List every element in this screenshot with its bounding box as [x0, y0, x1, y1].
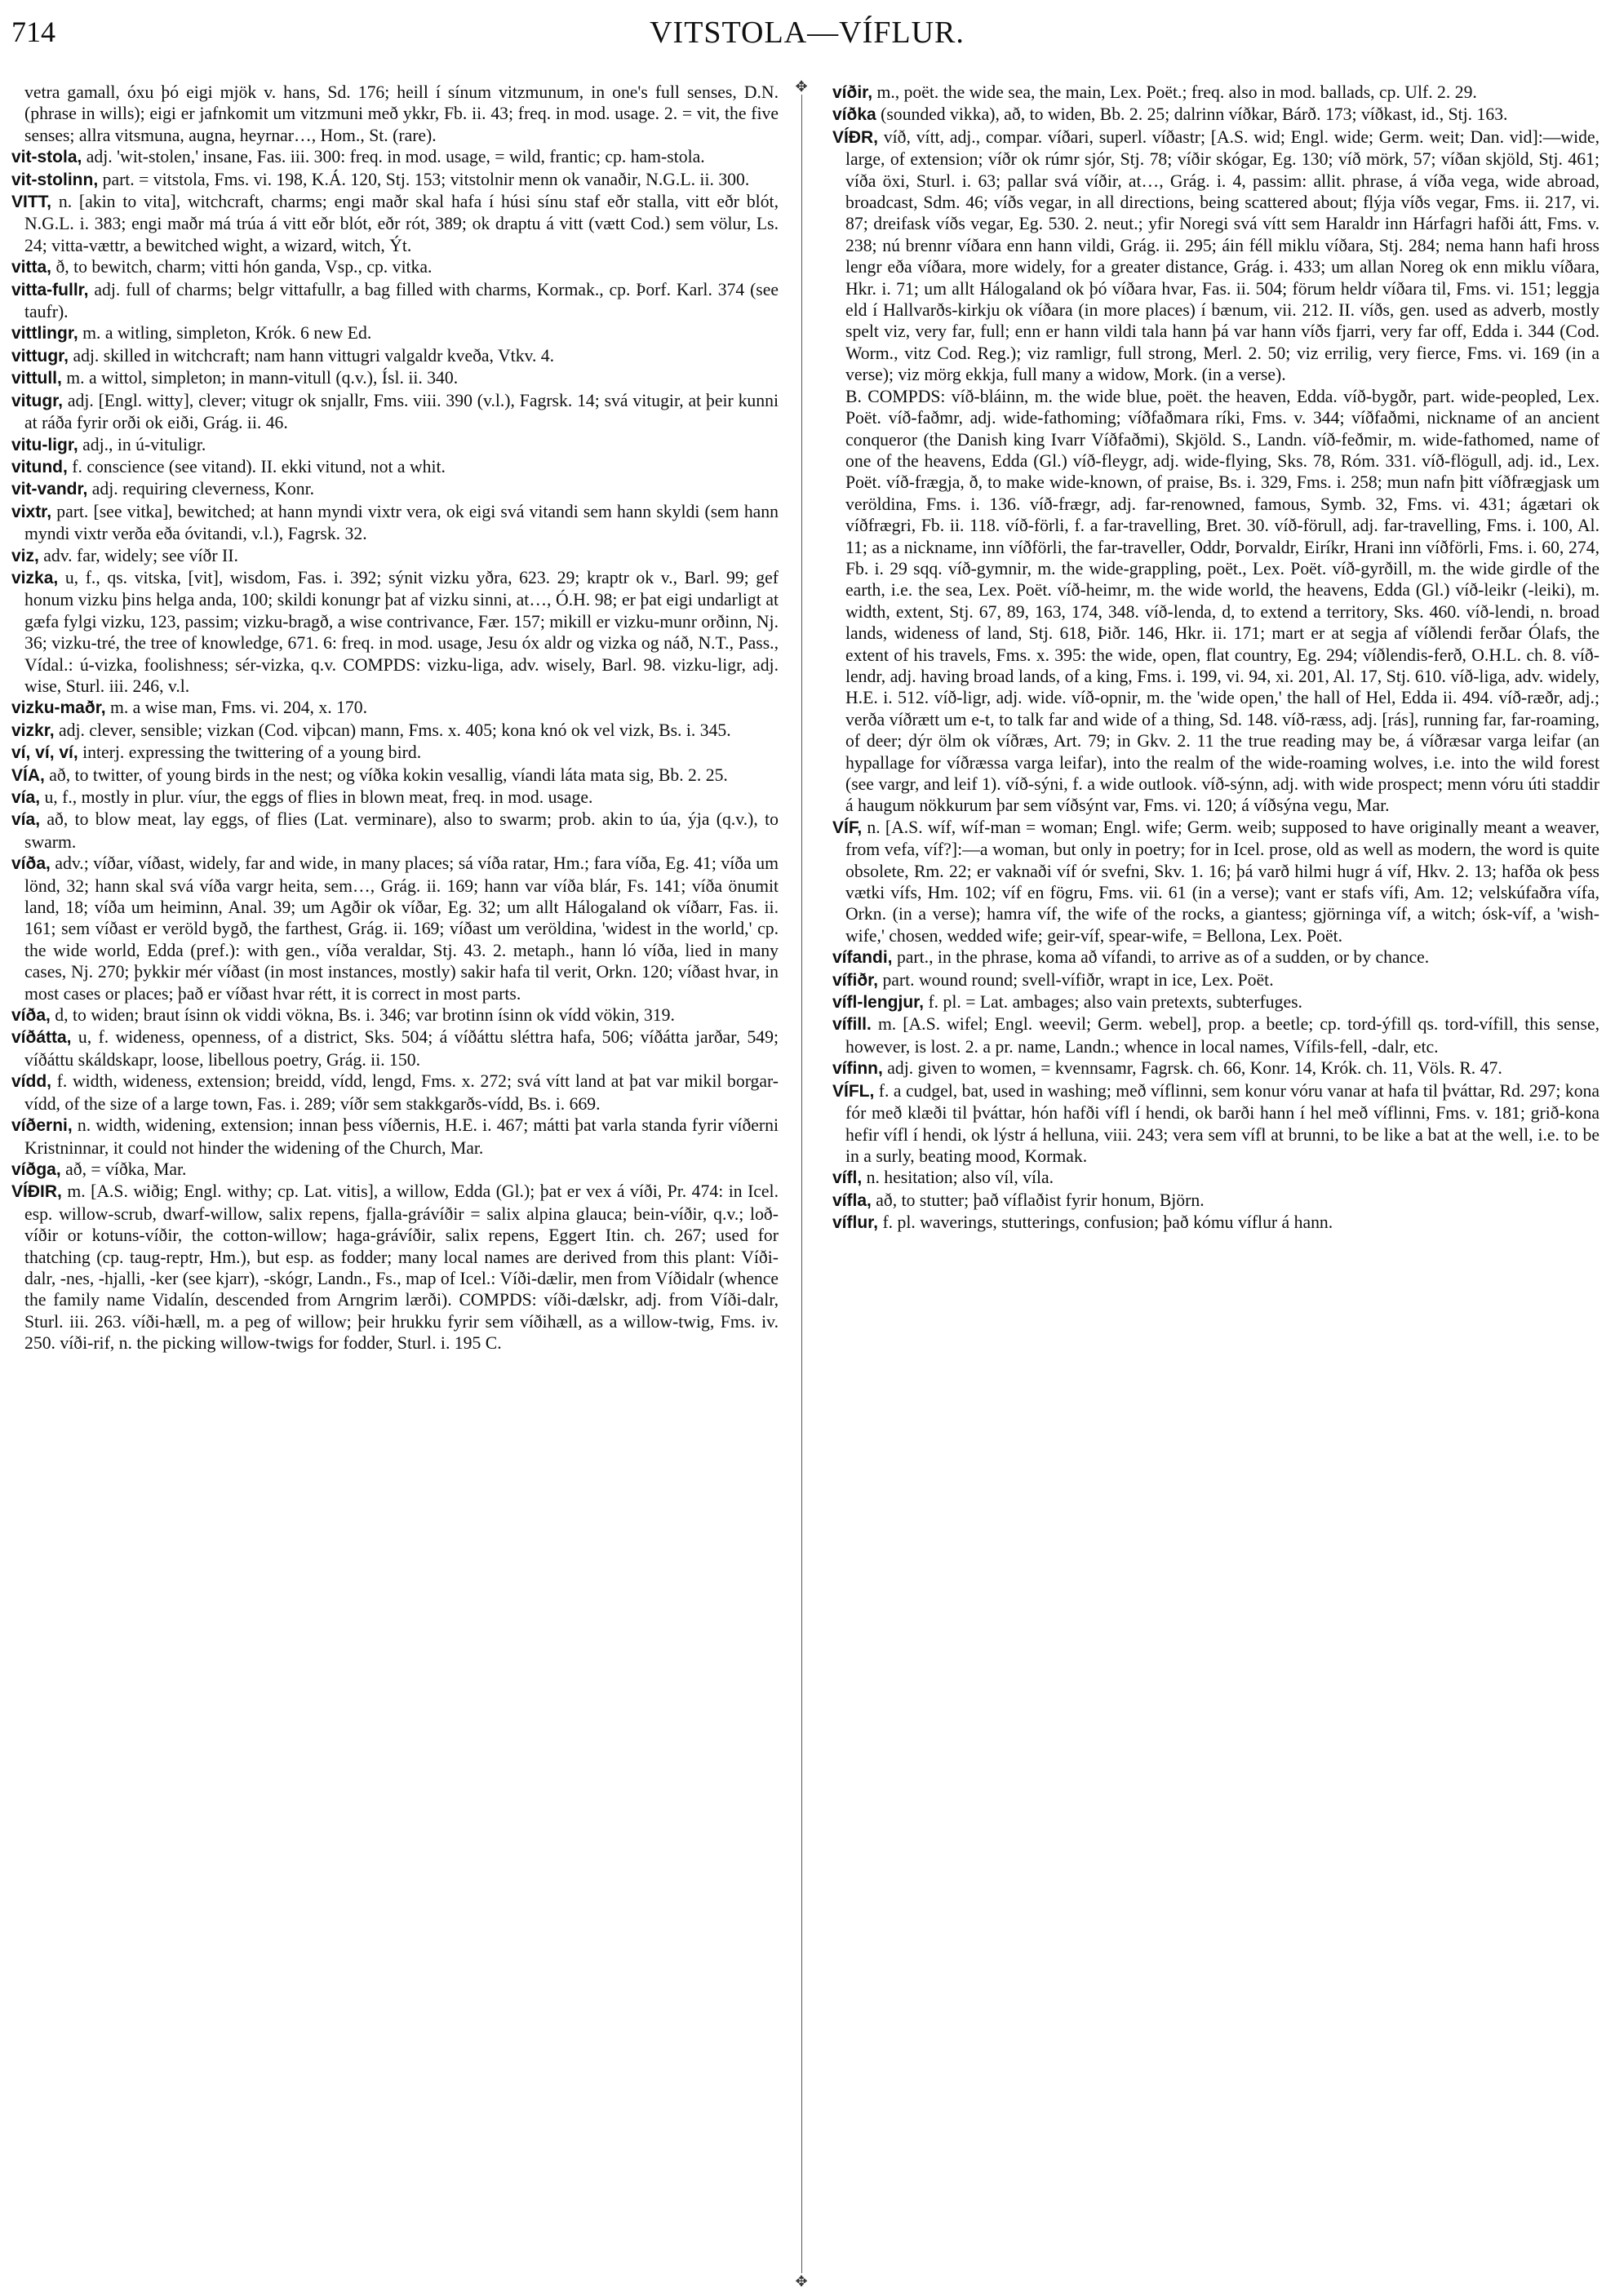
- entry-headword: víflur,: [832, 1213, 879, 1233]
- dictionary-entry: [832, 991, 1599, 1013]
- dictionary-entry: [11, 853, 779, 1004]
- entry-headword: víða,: [11, 1006, 51, 1026]
- dictionary-entry: [832, 1167, 1599, 1189]
- entry-definition: (sounded vikka), að, to widen, Bb. 2. 25; dalrinn víðkar, Bárð. 173; víðkast, id., Stj. 163.: [881, 104, 1508, 125]
- entry-headword: vit-vandr,: [11, 480, 88, 499]
- dictionary-entry: [11, 390, 779, 434]
- entry-definition: að, to stutter; það víflaðist fyrir honum, Björn.: [876, 1190, 1205, 1210]
- dictionary-entry: [832, 1212, 1599, 1234]
- dictionary-entry: [11, 545, 779, 567]
- entry-definition: adj. requiring cleverness, Konr.: [91, 479, 315, 499]
- entry-headword: VITT,: [11, 193, 52, 212]
- entry-headword: víða,: [11, 854, 51, 874]
- entry-headword: vífinn,: [832, 1059, 883, 1079]
- dictionary-entry: [832, 969, 1599, 991]
- entry-headword: vitta,: [11, 258, 52, 277]
- entry-definition: að, to blow meat, lay eggs, of flies (Lat. verminare), also to swarm; prob. akin to úa, ýja (q.v.), to swarm.: [24, 809, 779, 852]
- dictionary-entry: [832, 1057, 1599, 1079]
- entry-headword: vizku-maðr,: [11, 698, 106, 718]
- entry-definition: víð, vítt, adj., compar. víðari, superl. víðastr; [A.S. wid; Engl. wide; Germ. weit; Dan. vid]:—wide, large, of extension; víðr ok rúmr sjór, Stj. 78; víðir skógar, Eg. 130; víð mörk, 57; víðan skjöld, Stj. 461; víða öxi, Sturl. i. 63; pallar svá víðir, at…, Grág. i. 4, passim: allit. phrase, á víða vega, wide abroad, broadcast, Sdm. 46; víðs vegar, in all directions, being scattered about; flýja víðs vegar, Fms. ii. 217, vi. 87; dreifask víðs vegar, Eg. 530. 2. neut.; yfir Noregi svá vítt sem Haraldr inn Hárfagri hafði átt, Fms. v. 238; nú brennr víðara enn hann vildi, Grág. ii. 295; áin féll miklu víðara, Stj. 284; nema hann hafi hross lengr eða víðara, more widely, for a greater distance, Grág. i. 433; um allan Noreg ok enn miklu víðara, Hkr. i. 71; um allt Hálogaland ok þó víðara hvar, Fas. ii. 504; förum heldr víðara til, Fms. vi. 151; leggja eld í Hallvarðs-kirkju ok víðara (in more places) í bænum, vii. 212. II. víðs, gen. used as adverb, mostly spelt viz, very far, full; enn er hann vildi tala hann þá var hann víðs fjarri, very far off, Edda i. 344 (Cod. Worm., vitz Cod. Reg.); viz ramligr, full strong, Merl. 2. 50; viz errilig, very fierce, Fms. vi. 169 (in a verse); viz mörg ekkja, full many a widow, Mork. (in a verse).: [845, 126, 1599, 385]
- entry-definition: m. a witling, simpleton, Krók. 6 new Ed.: [82, 323, 372, 344]
- entry-headword: vizka,: [11, 568, 59, 587]
- left-column: [11, 82, 779, 2285]
- entry-definition: ð, to bewitch, charm; vitti hón ganda, Vsp., cp. vitka.: [55, 257, 433, 277]
- entry-definition: f. a cudgel, bat, used in washing; með víflinni, sem konur vóru vanar at hafa til þváttar, Rd. 297; kona fór með klæði til þváttar, hón hafði vífl í hendi, ok barði hann í hel með víflinni, Fms. v. 181; grið-kona hefir vífl í hendi, ok lýstr á helluna, viii. 243; vera sem vífl at brunni, to be like a bat at the well, i.e. to be in a surly, beating mood, Kormak.: [845, 1080, 1599, 1166]
- entry-definition: n. hesitation; also víl, víla.: [866, 1168, 1054, 1188]
- entry-headword: vizkr,: [11, 720, 55, 740]
- entry-definition: adj. clever, sensible; vizkan (Cod. viþcan) mann, Fms. x. 405; kona knó ok vel vizk, Bs. i. 345.: [58, 720, 731, 740]
- dictionary-entry: [11, 765, 779, 787]
- entry-definition: f. pl. = Lat. ambages; also vain pretexts, subterfuges.: [928, 992, 1302, 1013]
- dictionary-entry: [11, 809, 779, 853]
- entry-definition: adj. [Engl. witty], clever; vitugr ok snjallr, Fms. viii. 390 (v.l.), Fagrsk. 14; svá vitugir, at þeir kunni at ráða fyrir orði ok eiði, Grág. ii. 46.: [24, 390, 779, 433]
- entry-headword: vit-stolinn,: [11, 170, 99, 189]
- dictionary-entry: [832, 1190, 1599, 1212]
- dictionary-entry: [11, 697, 779, 719]
- dictionary-entry: [11, 1115, 779, 1159]
- entry-definition: u, f., mostly in plur. víur, the eggs of flies in blown meat, freq. in mod. usage.: [44, 787, 593, 807]
- entry-definition: f. conscience (see vitand). II. ekki vitund, not a whit.: [72, 456, 446, 476]
- dictionary-entry: [832, 126, 1599, 386]
- dictionary-entry: [11, 567, 779, 697]
- dictionary-entry: [11, 1004, 779, 1026]
- dictionary-entry: [11, 742, 779, 764]
- entry-headword: VÍF,: [832, 818, 863, 837]
- entry-definition: adj. 'wit-stolen,' insane, Fas. iii. 300: freq. in mod. usage, = wild, frantic; cp. ham-stola.: [86, 147, 705, 167]
- entry-definition: adj. full of charms; belgr vittafullr, a bag filled with charms, Kormak., cp. Þorf. Karl. 374 (see taufr).: [24, 279, 779, 322]
- entry-definition: adv. far, widely; see víðr II.: [43, 545, 238, 565]
- dictionary-entry: [11, 279, 779, 323]
- dictionary-entry: [11, 322, 779, 344]
- dictionary-entry: [11, 478, 779, 500]
- dictionary-entry: [832, 104, 1599, 126]
- entry-definition: m., poët. the wide sea, the main, Lex. Poët.; freq. also in mod. ballads, cp. Ulf. 2. 29.: [876, 82, 1477, 102]
- entry-headword: vía,: [11, 810, 41, 830]
- entry-definition: m. [A.S. wiðig; Engl. withy; cp. Lat. vitis], a willow, Edda (Gl.); þat er vex á víði, Pr. 474: in Icel. esp. willow-scrub, dwarf-willow, salix repens, fjalla-grávíðir = salix alpina glauca; bein-víðir, q.v.; loð-víðir or kotuns-víðir, the cotton-willow; haga-grávíðir, salix repens, Eggert Itin. ch. 267; used for thatching (cp. taug-reptr, Hm.), but esp. as fodder; many local names are derived from this plant: Víði-dalr, -nes, -hjalli, -ker (see kjarr), -skógr, Landn., Fs., map of Icel.: Víði-dælir, men from Víðidalr (whence the family name Vidalín, descended from Arngrim lærði). COMPDS: víði-dælskr, adj. from Víði-dalr, Sturl. iii. 263. víði-hæll, m. a peg of willow; þeir hrukku fyrir sem víðihæll, as a willow-twig, Fms. iv. 250. víði-rif, n. the picking willow-twigs for fodder, Sturl. i. 195 C.: [24, 1181, 779, 1354]
- dictionary-entry: [11, 146, 779, 168]
- entry-definition: adj., in ú-vituligr.: [82, 434, 206, 454]
- entry-headword: vittlingr,: [11, 324, 78, 344]
- dictionary-entry: [11, 501, 779, 545]
- entry-definition: að, to twitter, of young birds in the nest; og víðka kokin vesallig, víandi láta mata sig, Bb. 2. 25.: [49, 765, 728, 785]
- dictionary-entry: [832, 946, 1599, 968]
- entry-definition: part. wound round; svell-vífiðr, wrapt in ice, Lex. Poët.: [882, 969, 1274, 990]
- entry-headword: vit-stola,: [11, 148, 82, 167]
- entry-headword: VÍÐIR,: [11, 1182, 62, 1202]
- page-number: 714: [11, 16, 55, 48]
- entry-definition: n. [akin to vita], witchcraft, charms; engi maðr skal hafa í húsi sínu staf eðr stalla, vitt eðr blót, N.G.L. i. 383; engi maðr má trúa á vitt eðr blót, eðr rót, 389; ok draptu á vitt (vætt Cod.) sem völur, Ls. 24; vitta-vættr, a bewitched wight, a wizard, witch, Ýt.: [24, 192, 779, 255]
- entry-headword: ví, ví, ví,: [11, 743, 78, 763]
- entry-definition: n. width, widening, extension; innan þess víðernis, H.E. i. 467; mátti þat varla standa fyrir víðerni Kristninnar, it could not hinder the widening of the Church, Mar.: [24, 1115, 779, 1158]
- running-head: VITSTOLA—VÍFLUR.: [650, 16, 965, 50]
- entry-headword: VÍÐR,: [832, 127, 879, 147]
- entry-headword: vífill.: [832, 1015, 872, 1035]
- dictionary-entry: [11, 367, 779, 389]
- right-column: [832, 82, 1599, 2285]
- entry-definition: B. COMPDS: víð-bláinn, m. the wide blue, poët. the heaven, Edda. víð-bygðr, part. wide-peopled, Lex. Poët. víð-faðmr, adj. wide-fathoming; víðfaðmara ríki, Fms. v. 344; víðfaðmi, nickname of an ancient conqueror (the Danish king Ivarr Víðfaðmi), Skjöld. S., Landn. víð-feðmir, m. wide-fathomed, name of one of the heavens, Edda (Gl.) víð-fleygr, adj. wide-flying, Sks. 78, Róm. 331. víð-flögull, adj. id., Lex. Poët. víð-frægja, ð, to make wide-known, of praise, Bs. i. 329, Fms. i. 258; mun nafn þitt víðfrægjask um veröldina, Fms. i. 136. víð-frægr, adj. far-renowned, famous, Symb. 32, Fms. vi. 431; ágætari ok víðfrægri, Fb. ii. 118. víð-förli, f. a far-travelling, Bret. 30. víð-förull, adj. far-travelling, Fms. i. 100, Al. 11; as a nickname, inn víðförli, the far-traveller, Oddr, Þorvaldr, Eiríkr, Hrani inn víðförli, Fms. i. 60, 274, Fb. i. 29 sqq. víð-gymnir, m. the wide-grappling, poët., Lex. Poët. víð-gyrðill, m. the wide girdle of the earth, i.e. the sea, Lex. Poët. víð-heimr, m. the wide world, the heavens, Edda (Gl.) víð-leikr (-leiki), m. width, extent, Stj. 67, 89, 163, 174, 348. víð-lenda, d, to extend a territory, Sks. 460. víð-lendi, n. broad lands, wideness of land, Stj. 618, Þiðr. 146, Hkr. ii. 171; mart er at segja af víðlendi ferðar Ólafs, the extent of his travels, Fms. x. 395: the wide, open, flat country, Eg. 294; víðlendis-ferð, O.H.L. ch. 8. víð-lendr, adj. having broad lands, of a king, Fms. i. 199, vi. 94, xi. 201, Al. 17, Stj. 610. víð-liga, adv. widely, H.E. i. 512. víð-ligr, adj. wide. víð-opnir, m. the 'wide open,' the hall of Hel, Edda ii. 494. víð-ræðr, adj.; verða víðrætt um e-t, to talk far and wide of a thing, Sd. 148. víð-ræss, adj. [rás], running far, far-roaming, of deer; dýr ölm ok víðræs, Art. 79; in Gkv. 2. 11 the true reading may be, á víðræsar varga leifar (an hypallage for víðræssa varga leifar), into the realm of the wide-roaming wolves, i.e. into the wild forest (see vargr, and leif 1). víð-sýni, f. a wide outlook. víð-sýnn, adj. with wide prospect; menn vóru úti staddir á haugum nökkurum þar sem víðsýnt var, Fms. vi. 120; á víðsýna vegu, Mar.: [845, 386, 1599, 816]
- entry-headword: vixtr,: [11, 502, 52, 521]
- page-header: [11, 7, 1603, 55]
- entry-definition: n. [A.S. wíf, wíf-man = woman; Engl. wife; Germ. weib; supposed to have originally meant a weaver, from vefa, víf?]:—a woman, but only in poetry; for in Icel. prose, old as well as modern, the word is quite obsolete, Rm. 22; er vaknaði víf ór svefni, Skv. 1. 16; þá varð hilmi hugr á víf, Hkv. 2. 13; hafða ok þess vætki vífs, Hm. 102; víf en fögru, Fms. vii. 61 (in a verse); vant er stafs vífi, Am. 12; velskúfaðra vífa, Orkn. (in a verse); hamra víf, the wife of the rocks, a giantess; gjörninga víf, a witch; ósk-víf, a 'wish-wife,' chosen, wedded wife; geir-víf, spear-wife, = Bellona, Lex. Poët.: [845, 817, 1599, 946]
- entry-headword: víðga,: [11, 1159, 61, 1179]
- dictionary-entry: [11, 256, 779, 278]
- dictionary-entry: [11, 345, 779, 367]
- divider-ornament-top-icon: ✥: [793, 78, 810, 95]
- entry-definition: part. [see vitka], bewitched; at hann myndi vixtr vera, ok eigi svá vitandi sem hann skyldi (sem hann myndi vixtr verða eða óvitandi, v.l.), Fagrsk. 32.: [24, 501, 779, 544]
- entry-headword: vitu-ligr,: [11, 435, 78, 454]
- entry-headword: vífiðr,: [832, 970, 879, 990]
- dictionary-entry: [11, 720, 779, 742]
- dictionary-entry: [832, 1080, 1599, 1168]
- dictionary-entry: [11, 82, 779, 146]
- entry-definition: part., in the phrase, koma að vífandi, to arrive as of a sudden, or by chance.: [896, 947, 1430, 968]
- entry-definition: interj. expressing the twittering of a young bird.: [82, 742, 422, 763]
- entry-definition: að, = víðka, Mar.: [65, 1159, 187, 1179]
- dictionary-entry: [11, 1070, 779, 1115]
- dictionary-entry: [11, 1159, 779, 1181]
- entry-definition: m. a wise man, Fms. vi. 204, x. 170.: [109, 698, 368, 718]
- entry-headword: VÍFL,: [832, 1081, 875, 1101]
- dictionary-entry: [832, 1013, 1599, 1057]
- entry-headword: víðka: [832, 105, 876, 125]
- entry-headword: vífl-lengjur,: [832, 993, 925, 1013]
- entry-headword: vífl,: [832, 1168, 863, 1188]
- column-divider: [801, 78, 802, 2288]
- entry-headword: víðerni,: [11, 1116, 73, 1136]
- dictionary-entry: [832, 817, 1599, 946]
- dictionary-entry: [11, 191, 779, 256]
- entry-headword: víðátta,: [11, 1028, 72, 1048]
- entry-headword: víðir,: [832, 83, 873, 102]
- dictionary-entry: [11, 434, 779, 456]
- entry-headword: vitugr,: [11, 391, 64, 410]
- entry-definition: adj. given to women, = kvennsamr, Fagrsk. ch. 66, Konr. 14, Krók. ch. 11, Völs. R. 47.: [887, 1058, 1502, 1079]
- entry-headword: viz,: [11, 546, 39, 565]
- entry-definition: u, f. wideness, openness, of a district, Sks. 504; á víðáttu sléttra hafa, 506; víðátta jarðar, 549; víðáttu skáldskapr, loose, libellous poetry, Grág. ii. 150.: [24, 1027, 779, 1070]
- entry-definition: m. a wittol, simpleton; in mann-vitull (q.v.), Ísl. ii. 340.: [66, 368, 459, 388]
- entry-definition: vetra gamall, óxu þó eigi mjök v. hans, Sd. 176; heill í sínum vitzmunum, in one's full senses, D.N. (phrase in wills); eigi er jafnkomit um vitzmuni með ykkr, Fb. ii. 43; freq. in mod. usage. 2. = vit, the five senses; allra vitsmuna, augna, heyrnar…, Hom., St. (rare).: [24, 82, 779, 145]
- dictionary-entry: [11, 1181, 779, 1354]
- dictionary-entry: [11, 787, 779, 809]
- entry-definition: f. pl. waverings, stutterings, confusion; það kómu víflur á hann.: [882, 1212, 1333, 1233]
- entry-headword: vía,: [11, 788, 41, 807]
- dictionary-entry: [11, 456, 779, 478]
- entry-headword: vittugr,: [11, 346, 69, 366]
- divider-ornament-bottom-icon: ✥: [793, 2273, 810, 2289]
- entry-definition: part. = vitstola, Fms. vi. 198, K.Á. 120, Stj. 153; vitstolnir menn ok vanaðir, N.G.L. ii. 300.: [102, 169, 750, 189]
- entry-headword: vittull,: [11, 369, 62, 388]
- entry-definition: m. [A.S. wifel; Engl. weevil; Germ. webel], prop. a beetle; cp. tord-ýfill qs. tord-vífill, this sense, however, is lost. 2. a pr. name, Landn.; whence in local names, Vífils-fell, -dalr, etc.: [845, 1014, 1599, 1057]
- dictionary-entry: [11, 1026, 779, 1070]
- dictionary-entry: [832, 82, 1599, 104]
- entry-headword: vídd,: [11, 1072, 52, 1092]
- entry-headword: vífla,: [832, 1190, 872, 1210]
- entry-headword: vífandi,: [832, 948, 893, 968]
- entry-definition: adv.; víðar, víðast, widely, far and wide, in many places; sá víða ratar, Hm.; fara víða, Eg. 41; víða um lönd, 32; hann skal svá víða vargr heita, sem…, Grág. ii. 169; hann var víða blár, Fs. 141; víða önumit land, 18; víða um heiminn, Anal. 39; um Agðir ok víðar, Eg. 32; um allt Hálogaland ok víðarr, Fas. ii. 161; sem víðast er veröld bygð, the farthest, Grág. ii. 169; víðast um veröldina, 'widest in the world,' cp. the wide world, Edda (pref.): with gen., víða veraldar, Stj. 43. 2. metaph., hann ló víða, lied in many cases, Nj. 270; þykkir mér víðast (in most instances, mostly) sakir hafa til verit, Orkn. 120; víðast hvar, in most cases or places; það er víðast hvar rétt, it is correct in most parts.: [24, 853, 779, 1004]
- entry-headword: vitund,: [11, 457, 68, 476]
- entry-definition: f. width, wideness, extension; breidd, vídd, lengd, Fms. x. 272; svá vítt land at þat var mikil borgar-vídd, of the size of a large town, Fas. i. 289; víðr sem stakkgarðs-vídd, Bs. i. 669.: [24, 1071, 779, 1114]
- dictionary-entry: [832, 386, 1599, 817]
- entry-definition: adj. skilled in witchcraft; nam hann vittugri valgaldr kveða, Vtkv. 4.: [73, 345, 555, 366]
- entry-definition: d, to widen; braut ísinn ok viddi vökna, Bs. i. 346; var brotinn ísinn ok vídd vökin, 319.: [55, 1005, 675, 1026]
- entry-headword: vitta-fullr,: [11, 280, 89, 299]
- entry-headword: VÍA,: [11, 765, 45, 785]
- dictionary-entry: [11, 169, 779, 191]
- entry-definition: u, f., qs. vitska, [vit], wisdom, Fas. i. 392; sýnit vizku yðra, 623. 29; kraptr ok v., Barl. 99; gef honum vizku þins helga anda, 100; skildi konungr þat af vizku sinni, at…, Ó.H. 98; er þat eigi undarligt at gæfa fylgi vizku, 123, passim; vizku-bragð, a wise contrivance, Fær. 157; mikill er vizku-munr orðinn, Nj. 36; vizku-tré, the tree of knowledge, 671. 6: freq. in mod. usage, Jesu óx aldr og vizka og náð, N.T., Pass., Vídal.: ú-vizka, foolishness; sér-vizka, q.v. COMPDS: vizku-liga, adv. wisely, Barl. 98. vizku-ligr, adj. wise, Sturl. iii. 246, v.l.: [24, 567, 779, 696]
